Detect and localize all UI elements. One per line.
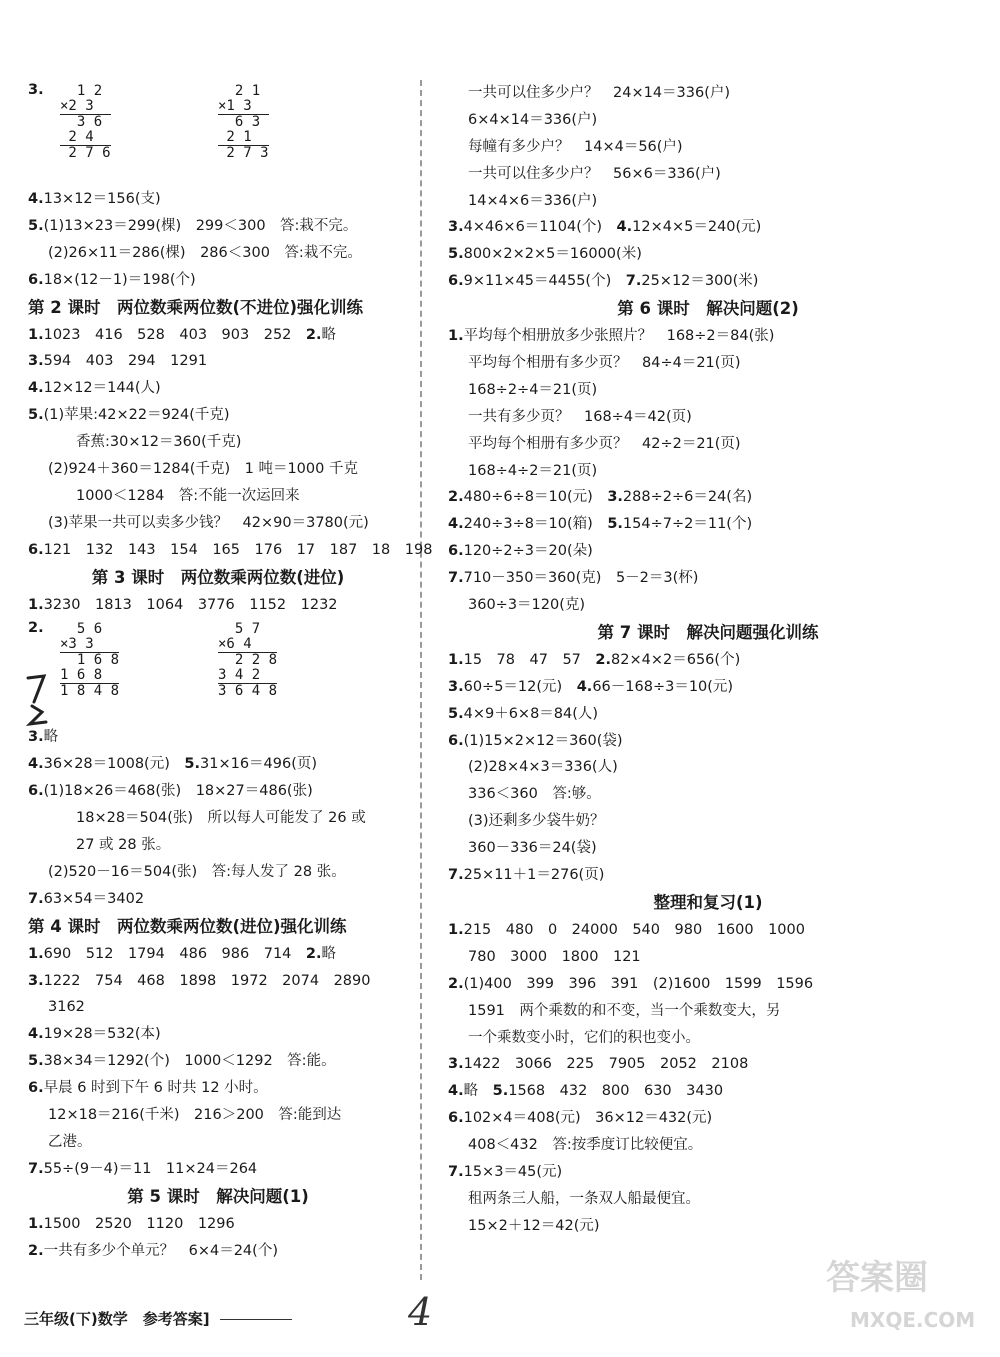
answer-line: [448, 377, 968, 404]
answer-line: [28, 859, 408, 886]
answer-text: (1)18×26＝468(张) 18×27＝486(张): [43, 783, 313, 800]
item-number: 2.: [28, 1242, 44, 1259]
item-number: 7.: [448, 570, 464, 587]
answer-text: 66－168÷3＝10(元): [592, 678, 734, 695]
item-number: 4.: [28, 1026, 44, 1043]
answer-text: 38×34＝1292(个) 1000＜1292 答:能。: [43, 1053, 336, 1070]
answer-line: [448, 538, 968, 565]
column-divider: [420, 80, 422, 1280]
item-number: 3.: [607, 489, 623, 506]
answer-line: [448, 1213, 968, 1240]
item-number: 2.: [305, 326, 322, 343]
answer-text: 12×12＝144(人): [43, 380, 161, 397]
answer-line: [448, 1025, 968, 1052]
answer-line: [448, 214, 968, 241]
answer-line: [448, 431, 968, 458]
answer-line: [448, 835, 968, 862]
answer-text: 1591 两个乘数的和不变，当一个乘数变大，另: [468, 1002, 781, 1019]
answer-text: 25×12＝300(米): [641, 273, 759, 290]
item-number: 2.: [305, 945, 322, 962]
answer-block: [448, 647, 968, 889]
answer-text: 121 132 143 154 165 176 17 187 18 198: [43, 541, 433, 558]
item-number: 6.: [28, 541, 44, 558]
answer-text: (2)520－16＝504(张) 答:每人发了 28 张。: [48, 863, 346, 880]
answer-line: [448, 917, 968, 944]
item-number: 1.: [448, 328, 464, 345]
answer-line: [448, 404, 968, 431]
answer-line: [28, 429, 408, 456]
calc-row: 3 6 4 8: [218, 683, 278, 700]
handwritten-scribble: [22, 672, 62, 732]
answer-line: [28, 592, 408, 619]
item-number: 5.: [607, 516, 623, 533]
answer-text: (2)26×11＝286(棵) 286＜300 答:栽不完。: [48, 244, 362, 261]
answer-line: [448, 728, 968, 755]
answer-text: 780 3000 1800 121: [468, 948, 641, 965]
answer-line: [28, 832, 408, 859]
calc-row: ×3 3: [60, 637, 119, 653]
item-number: 2.: [448, 489, 464, 506]
answer-text: 408＜432 答:按季度订比较便宜。: [468, 1137, 703, 1154]
answer-block: [448, 323, 968, 619]
section-heading: 第 7 课时 解决问题强化训练: [597, 622, 819, 642]
answer-text: 288÷2÷6＝24(名): [622, 489, 753, 506]
answer-line: [28, 1102, 408, 1129]
answer-text: 168÷4÷2＝21(页): [468, 462, 598, 479]
answer-text: 一共可以住多少户？ 56×6＝336(户): [468, 165, 721, 182]
answer-text: 25×11＋1＝276(页): [463, 867, 605, 884]
calc-row: 1 6 8: [60, 668, 119, 684]
answer-text: (1)15×2×12＝360(袋): [463, 732, 623, 749]
watermark-logo: [820, 1237, 990, 1347]
calc-row: 1 2: [60, 83, 103, 99]
answer-line: [448, 350, 968, 377]
calc-row: 1 6 8: [60, 652, 120, 669]
answer-text: 82×4×2＝656(个): [611, 651, 741, 668]
vertical-calc-a: [60, 622, 119, 699]
answer-text: 154÷7÷2＝11(个): [622, 516, 753, 533]
answer-line: [28, 375, 408, 402]
answer-block: [28, 322, 433, 564]
vertical-calc-a: [60, 84, 111, 161]
item-number: 4.: [28, 191, 44, 207]
answer-text: 9×11×45＝4455(个): [463, 273, 626, 290]
answer-text: 63×54＝3402: [43, 890, 145, 907]
answer-line: [448, 1132, 968, 1159]
answer-line: [448, 241, 968, 268]
answer-text: (2)924＋360＝1284(千克) 1 吨＝1000 千克: [48, 461, 358, 478]
answer-line: [448, 161, 968, 188]
calc-row: 2 1: [218, 83, 261, 99]
answer-line: [448, 808, 968, 835]
answer-text: 平均每个相册放多少张照片？ 168÷2＝84(张): [463, 328, 775, 345]
answer-text: 4×46×6＝1104(个): [463, 219, 617, 236]
answer-line: [28, 510, 408, 537]
left-column: [28, 80, 433, 1265]
answer-text: (3)苹果一共可以卖多少钱？ 42×90＝3780(元): [48, 514, 369, 531]
answer-line: [28, 1075, 408, 1102]
item-number: 5.: [28, 407, 44, 424]
calc-row: ×6 4: [218, 637, 277, 653]
answer-line: [28, 994, 408, 1021]
item-number: 6.: [28, 271, 44, 288]
answer-text: 336＜360 答:够。: [468, 786, 601, 803]
item-number: 3.: [28, 353, 44, 370]
answer-line: [28, 456, 408, 483]
answer-line: [28, 322, 408, 349]
answer-text: 168÷2÷4＝21(页): [468, 381, 598, 398]
answer-line: [448, 323, 968, 350]
item-number: 5.: [448, 705, 464, 722]
item-number: 3.: [28, 82, 44, 98]
footer-rule: [220, 1319, 292, 1320]
answer-text: (1)苹果:42×22＝924(千克): [43, 407, 230, 424]
calc-row: 5 7: [218, 621, 261, 638]
answer-line: [28, 751, 408, 778]
answer-text: 略: [321, 945, 336, 962]
answer-line: [28, 240, 408, 267]
answer-line: [28, 213, 408, 240]
answer-text: (3)还剩多少袋牛奶？: [468, 813, 605, 830]
calc-row: 1 8 4 8: [60, 683, 120, 700]
vertical-calc-b: [218, 622, 277, 699]
item-number: 5.: [28, 1053, 44, 1070]
answer-line: [448, 647, 968, 674]
item-number: 2.: [28, 620, 44, 637]
answer-text: 594 403 294 1291: [43, 353, 208, 370]
vertical-multiplication-2: [28, 618, 408, 724]
answer-text: 13×12＝156(支): [43, 191, 161, 207]
item-number: 3.: [448, 1056, 464, 1073]
section-heading: 第 5 课时 解决问题(1): [127, 1186, 309, 1206]
answer-text: 1422 3066 225 7905 2052 2108: [463, 1056, 749, 1073]
answer-line: [448, 1105, 968, 1132]
answer-line: [448, 268, 968, 295]
answer-text: 一共有多少页？ 168÷4＝42(页): [468, 408, 692, 425]
section-heading: 第 6 课时 解决问题(2): [617, 299, 799, 319]
answer-text: 60÷5＝12(元): [463, 678, 577, 695]
calc-row: 2 1: [218, 130, 269, 146]
answer-text: 215 480 0 24000 540 980 1600 1000: [463, 921, 805, 938]
item-number: 7.: [448, 1163, 464, 1180]
page-number: 4: [408, 1290, 433, 1334]
answer-line: [448, 1159, 968, 1186]
answer-line: [448, 1078, 968, 1105]
answer-line: [448, 565, 968, 592]
answer-text: 360－336＝24(袋): [468, 840, 597, 857]
answer-text: 14×4×6＝336(户): [468, 192, 598, 209]
answer-text: 15×2＋12＝42(元): [468, 1217, 600, 1234]
item-number: 7.: [448, 867, 464, 884]
answer-text: 27 或 28 张。: [76, 837, 171, 854]
answer-text: 12×4×5＝240(元): [632, 219, 762, 236]
item-number: 1.: [448, 921, 464, 938]
answer-line: [448, 971, 968, 998]
answer-line: [448, 134, 968, 161]
watermark-line1: 答案圈: [826, 1258, 928, 1298]
answer-line: [448, 701, 968, 728]
item-number: 5.: [184, 756, 200, 773]
answer-line: [448, 998, 968, 1025]
footer-text: 三年级(下)数学 参考答案]: [24, 1310, 210, 1328]
item-number: 1.: [28, 945, 44, 962]
answer-text: 略: [321, 326, 336, 343]
section-heading: 第 4 课时 两位数乘两位数(进位)强化训练: [28, 916, 347, 936]
answer-line: [448, 862, 968, 889]
item-number: 7.: [28, 1160, 44, 1177]
item-number: 1.: [28, 1215, 44, 1232]
answer-text: 1568 432 800 630 3430: [508, 1083, 724, 1100]
answer-line: [448, 754, 968, 781]
calc-row: 3 6: [60, 114, 103, 130]
item-number: 1.: [448, 651, 464, 668]
answer-text: 102×4＝408(元) 36×12＝432(元): [463, 1110, 713, 1127]
answer-line: [28, 1156, 408, 1183]
item-number: 4.: [448, 1083, 464, 1100]
answer-block: [28, 1211, 408, 1265]
vertical-multiplication-3: [28, 80, 408, 186]
item-number: 7.: [625, 273, 642, 290]
answer-text: 一共有多少个单元？ 6×4＝24(个): [43, 1242, 278, 1259]
answer-line: [28, 968, 408, 995]
item-number: 3.: [28, 729, 44, 746]
answer-text: 120÷2÷3＝20(朵): [463, 543, 593, 560]
answer-line: [448, 944, 968, 971]
answer-text: 平均每个相册有多少页？ 42÷2＝21(页): [468, 435, 741, 452]
item-number: 4.: [28, 380, 44, 397]
answer-text: 1222 754 468 1898 1972 2074 2890: [43, 972, 371, 989]
answer-line: [448, 1051, 968, 1078]
answer-block: [28, 941, 408, 1183]
answer-line: [28, 778, 408, 805]
item-number: 5.: [492, 1083, 509, 1100]
item-number: 4.: [448, 516, 464, 533]
answer-text: 15×3＝45(元): [463, 1163, 563, 1180]
calc-row: 2 7 3: [218, 145, 269, 161]
answer-text: 略: [43, 729, 59, 746]
item-number: 4.: [28, 756, 44, 773]
answer-line: [448, 484, 968, 511]
answer-line: [448, 674, 968, 701]
item-number: 5.: [28, 217, 44, 234]
item-number: 2.: [595, 651, 612, 668]
answer-text: (1)400 399 396 391 (2)1600 1599 1596: [463, 975, 814, 992]
answer-line: [448, 188, 968, 215]
answer-line: [28, 1021, 408, 1048]
answer-line: [448, 80, 968, 107]
answer-text: 19×28＝532(本): [43, 1026, 161, 1043]
answer-text: 12×18＝216(千米) 216＞200 答:能到达: [48, 1107, 342, 1124]
answer-text: 480÷6÷8＝10(元): [463, 489, 608, 506]
answer-text: 一共可以住多少户？ 24×14＝336(户): [468, 85, 731, 101]
answer-line: [448, 107, 968, 134]
calc-row: 3 4 2: [218, 668, 277, 684]
section-heading: 第 2 课时 两位数乘两位数(不进位)强化训练: [28, 297, 364, 317]
answer-line: [28, 941, 408, 968]
answer-text: 1000＜1284 答:不能一次运回来: [76, 487, 300, 504]
answer-text: 乙港。: [48, 1133, 92, 1150]
item-number: 5.: [448, 246, 464, 263]
right-column: [448, 80, 968, 1240]
answer-text: 平均每个相册有多少页？ 84÷4＝21(页): [468, 355, 741, 372]
answer-line: [448, 511, 968, 538]
item-number: 3.: [28, 972, 44, 989]
answer-block: [28, 592, 408, 619]
footer-label: [24, 1308, 292, 1329]
answer-line: [28, 1211, 408, 1238]
answer-block: [448, 917, 968, 1240]
answer-block: [28, 186, 408, 294]
calc-row: ×1 3: [218, 99, 269, 115]
answer-line: [448, 1186, 968, 1213]
answer-line: [28, 1238, 408, 1265]
calc-row: 6 3: [218, 114, 261, 130]
item-number: 6.: [448, 543, 464, 560]
answer-text: 6×4×14＝336(户): [468, 111, 598, 128]
answer-text: 1023 416 528 403 903 252: [43, 326, 306, 343]
answer-block: [448, 80, 968, 295]
answer-text: 240÷3÷8＝10(箱): [463, 516, 608, 533]
answer-line: [448, 458, 968, 485]
answer-line: [448, 781, 968, 808]
answer-line: [28, 267, 408, 294]
answer-line: [28, 483, 408, 510]
answer-text: 1500 2520 1120 1296: [43, 1215, 235, 1232]
answer-text: 租两条三人船，一条双人船最便宜。: [468, 1190, 700, 1207]
answer-block: [28, 724, 408, 912]
section-heading: 第 3 课时 两位数乘两位数(进位): [91, 567, 345, 587]
watermark-line2: MXQE.COM: [850, 1308, 976, 1332]
calc-row: 5 6: [60, 621, 103, 638]
answer-line: [28, 537, 433, 564]
answer-line: [28, 402, 408, 429]
item-number: 6.: [448, 1110, 464, 1127]
section-heading: 整理和复习(1): [653, 892, 763, 912]
answer-text: 36×28＝1008(元): [43, 756, 185, 773]
calc-row: ×2 3: [60, 99, 111, 115]
answer-text: 3230 1813 1064 3776 1152 1232: [43, 596, 338, 613]
answer-text: (2)28×4×3＝336(人): [468, 759, 618, 776]
calc-row: 2 4: [60, 130, 111, 146]
answer-line: [28, 348, 408, 375]
item-number: 4.: [616, 219, 633, 236]
answer-text: 每幢有多少户？ 14×4＝56(户): [468, 138, 683, 155]
answer-text: 55÷(9－4)＝11 11×24＝264: [43, 1160, 258, 1177]
answer-line: [28, 886, 408, 913]
item-number: 3.: [448, 678, 464, 695]
item-number: 1.: [28, 326, 44, 343]
answer-text: 690 512 1794 486 986 714: [43, 945, 306, 962]
item-number: 4.: [576, 678, 593, 695]
answer-text: (1)13×23＝299(棵) 299＜300 答:栽不完。: [43, 217, 358, 234]
answer-line: [28, 805, 408, 832]
answer-text: 一个乘数变小时，它们的积也变小。: [468, 1029, 700, 1046]
answer-line: [28, 724, 408, 751]
item-number: 7.: [28, 890, 44, 907]
answer-text: 香蕉:30×12＝360(千克): [76, 434, 242, 451]
answer-text: 800×2×2×5＝16000(米): [463, 246, 642, 263]
answer-line: [28, 1129, 408, 1156]
answer-text: 31×16＝496(页): [200, 756, 318, 773]
item-number: 6.: [448, 273, 464, 290]
calc-row: 2 2 8: [218, 652, 278, 669]
answer-text: 15 78 47 57: [463, 651, 596, 668]
answer-text: 早晨 6 时到下午 6 时共 12 小时。: [43, 1080, 268, 1097]
answer-text: 18×(12－1)＝198(个): [43, 271, 196, 288]
item-number: 6.: [448, 732, 464, 749]
answer-text: 18×28＝504(张) 所以每人可能发了 26 或: [76, 810, 366, 827]
vertical-calc-b: [218, 84, 269, 161]
answer-text: 4×9＋6×8＝84(人): [463, 705, 599, 722]
item-number: 6.: [28, 1080, 44, 1097]
item-number: 3.: [448, 219, 464, 236]
answer-text: 360÷3＝120(克): [468, 597, 586, 614]
item-number: 6.: [28, 783, 44, 800]
calc-row: 2 7 6: [60, 145, 111, 161]
item-number: 1.: [28, 596, 44, 613]
answer-line: [28, 186, 408, 213]
answer-text: 略: [463, 1083, 493, 1100]
answer-line: [448, 592, 968, 619]
answer-text: 3162: [48, 999, 85, 1016]
item-number: 2.: [448, 975, 464, 992]
answer-line: [28, 1048, 408, 1075]
answer-text: 710－350＝360(克) 5－2＝3(杯): [463, 570, 699, 587]
